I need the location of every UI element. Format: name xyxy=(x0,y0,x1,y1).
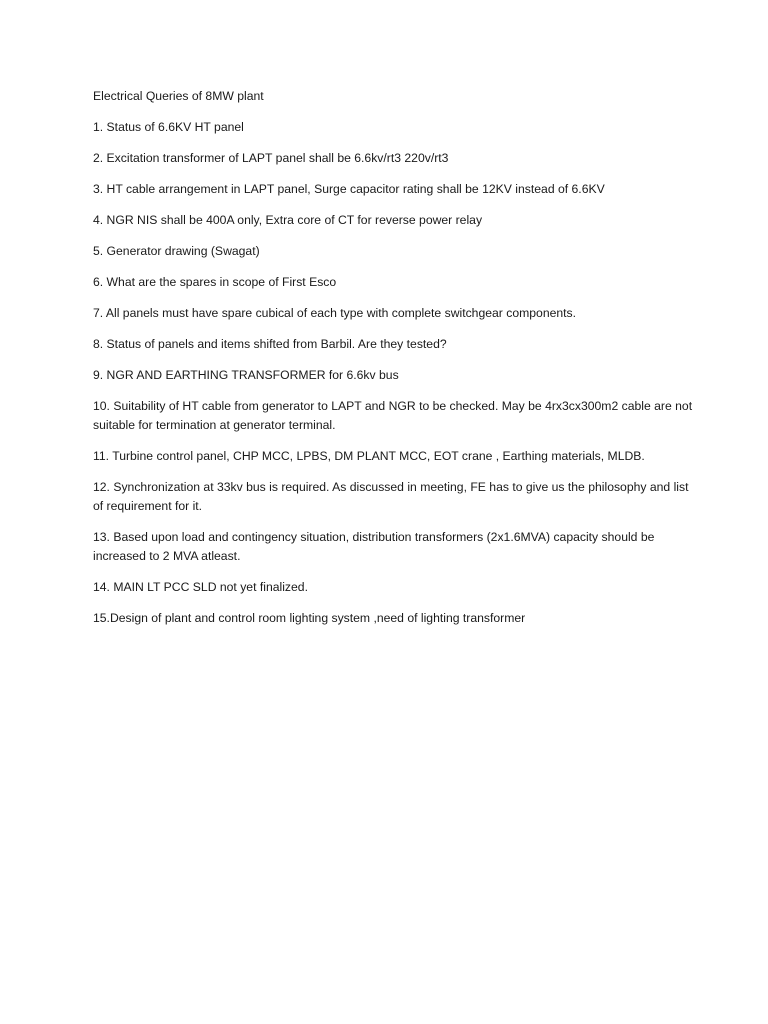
query-item-14: 14. MAIN LT PCC SLD not yet finalized. xyxy=(93,580,308,594)
query-item-10: 10. Suitability of HT cable from generator to LAPT and NGR to be checked. May be 4rx3cx300m2 cable are not suitable for termination at generator terminal. xyxy=(93,399,693,432)
query-item-4: 4. NGR NIS shall be 400A only, Extra core of CT for reverse power relay xyxy=(93,213,483,227)
document-body xyxy=(93,87,693,640)
query-item-2: 2. Excitation transformer of LAPT panel shall be 6.6kv/rt3 220v/rt3 xyxy=(93,151,449,165)
query-item-15: 15.Design of plant and control room lighting system ,need of lighting transformer xyxy=(93,611,526,625)
query-list xyxy=(93,118,693,628)
query-item-9: 9. NGR AND EARTHING TRANSFORMER for 6.6kv bus xyxy=(93,368,399,382)
query-item-8: 8. Status of panels and items shifted from Barbil. Are they tested? xyxy=(93,337,447,351)
query-item-7: 7. All panels must have spare cubical of each type with complete switchgear components. xyxy=(93,306,577,320)
query-item-6: 6. What are the spares in scope of First Esco xyxy=(93,275,337,289)
query-item-13: 13. Based upon load and contingency situation, distribution transformers (2x1.6MVA) capacity should be increased to 2 MVA atleast. xyxy=(93,530,655,563)
document-title: Electrical Queries of 8MW plant xyxy=(93,89,264,103)
query-item-5: 5. Generator drawing (Swagat) xyxy=(93,244,260,258)
query-item-11: 11. Turbine control panel, CHP MCC, LPBS, DM PLANT MCC, EOT crane , Earthing materials, MLDB. xyxy=(93,449,645,463)
query-item-3: 3. HT cable arrangement in LAPT panel, Surge capacitor rating shall be 12KV instead of 6.6KV xyxy=(93,182,605,196)
query-item-12: 12. Synchronization at 33kv bus is required. As discussed in meeting, FE has to give us the philosophy and list of requirement for it. xyxy=(93,480,689,513)
query-item-1: 1. Status of 6.6KV HT panel xyxy=(93,120,244,134)
